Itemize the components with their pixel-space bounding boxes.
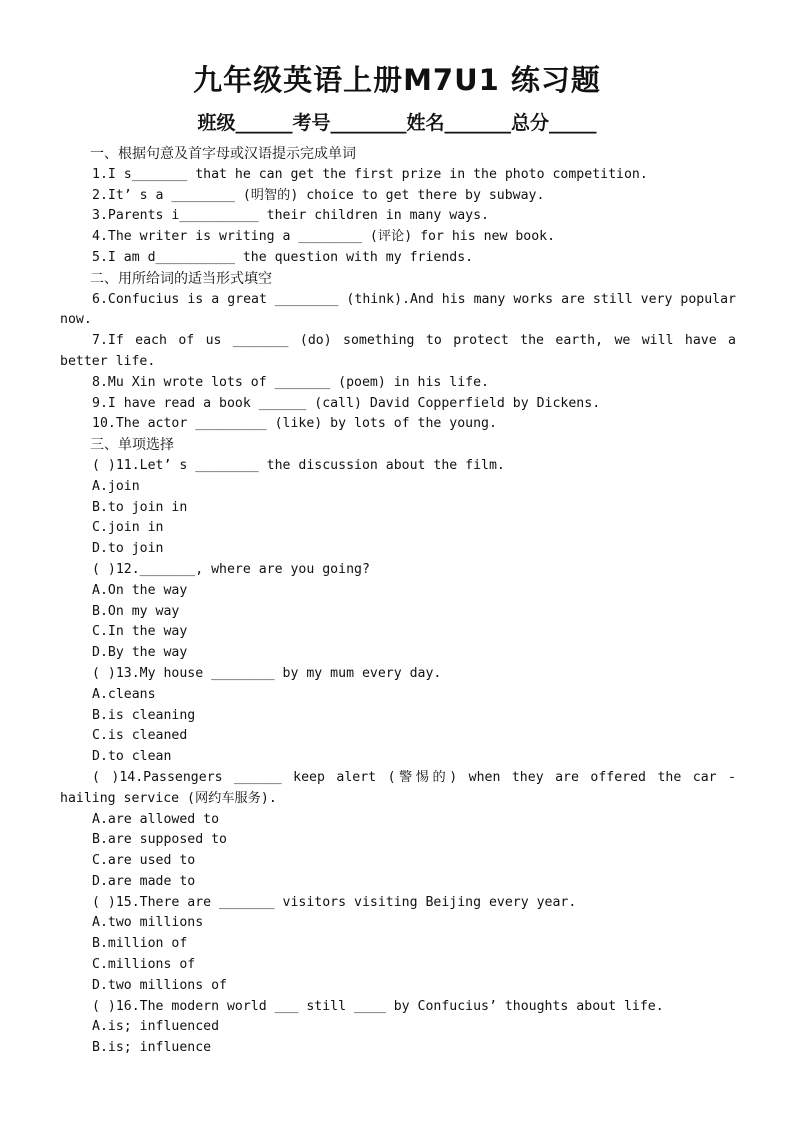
option-12-a: A.On the way bbox=[92, 582, 188, 598]
question-10: 10.The actor _________ (like) by lots of the young. bbox=[92, 416, 497, 432]
option-14-c: C.are used to bbox=[92, 853, 196, 869]
option-16-a: A.is; influenced bbox=[92, 1019, 220, 1035]
student-info-line: 班级______考号________姓名_______总分_____ bbox=[197, 112, 597, 134]
question-6: 6.Confucius is a great ________ (think).And his many works are still very popular now. bbox=[60, 291, 744, 328]
question-16: ( )16.The modern world ___ still ____ by Confucius’ thoughts about life. bbox=[92, 998, 664, 1014]
question-11: ( )11.Let’ s ________ the discussion about the film. bbox=[92, 457, 505, 473]
option-12-d: D.By the way bbox=[92, 645, 188, 661]
option-14-b: B.are supposed to bbox=[92, 832, 227, 848]
worksheet-body bbox=[60, 144, 744, 1059]
question-7: 7.If each of us _______ (do) something to protect the earth, we will have a better life. bbox=[60, 333, 744, 369]
option-15-d: D.two millions of bbox=[92, 977, 227, 993]
option-13-a: A.cleans bbox=[92, 686, 156, 702]
section-heading-3: 三、单项选择 bbox=[90, 437, 174, 454]
option-13-d: D.to clean bbox=[92, 749, 172, 765]
option-16-b: B.is; influence bbox=[92, 1040, 212, 1056]
option-12-c: C.In the way bbox=[92, 624, 188, 640]
question-3: 3.Parents i__________ their children in many ways. bbox=[92, 208, 489, 224]
question-14: ( )14.Passengers ______ keep alert (警惕的) when they are offered the car - hailing service (网约车服务). bbox=[60, 769, 744, 806]
option-12-b: B.On my way bbox=[92, 603, 180, 619]
question-15: ( )15.There are _______ visitors visiting Beijing every year. bbox=[92, 894, 577, 910]
option-14-d: D.are made to bbox=[92, 873, 196, 889]
section-heading-1: 一、根据句意及首字母或汉语提示完成单词 bbox=[90, 146, 356, 162]
question-8: 8.Mu Xin wrote lots of _______ (poem) in his life. bbox=[92, 374, 489, 390]
option-13-c: C.is cleaned bbox=[92, 728, 188, 744]
question-12: ( )12._______, where are you going? bbox=[92, 561, 370, 577]
option-11-c: C.join in bbox=[92, 520, 164, 536]
option-13-b: B.is cleaning bbox=[92, 707, 196, 723]
section-heading-2: 二、用所给词的适当形式填空 bbox=[90, 270, 272, 287]
question-2: 2.It’ s a ________ (明智的) choice to get there by subway. bbox=[92, 187, 545, 203]
question-9: 9.I have read a book ______ (call) David Copperfield by Dickens. bbox=[92, 395, 601, 411]
question-4: 4.The writer is writing a ________ (评论) for his new book. bbox=[92, 229, 556, 245]
question-13: ( )13.My house ________ by my mum every day. bbox=[92, 665, 442, 681]
option-15-c: C.millions of bbox=[92, 957, 196, 973]
page-title: 九年级英语上册M7U1 练习题 bbox=[193, 63, 601, 97]
option-15-b: B.million of bbox=[92, 936, 188, 952]
option-15-a: A.two millions bbox=[92, 915, 204, 931]
option-11-b: B.to join in bbox=[92, 499, 188, 515]
option-14-a: A.are allowed to bbox=[92, 811, 220, 827]
question-5: 5.I am d__________ the question with my friends. bbox=[92, 249, 474, 265]
option-11-d: D.to join bbox=[92, 541, 164, 557]
option-11-a: A.join bbox=[92, 478, 140, 494]
question-1: 1.I s_______ that he can get the first prize in the photo competition. bbox=[92, 166, 648, 182]
